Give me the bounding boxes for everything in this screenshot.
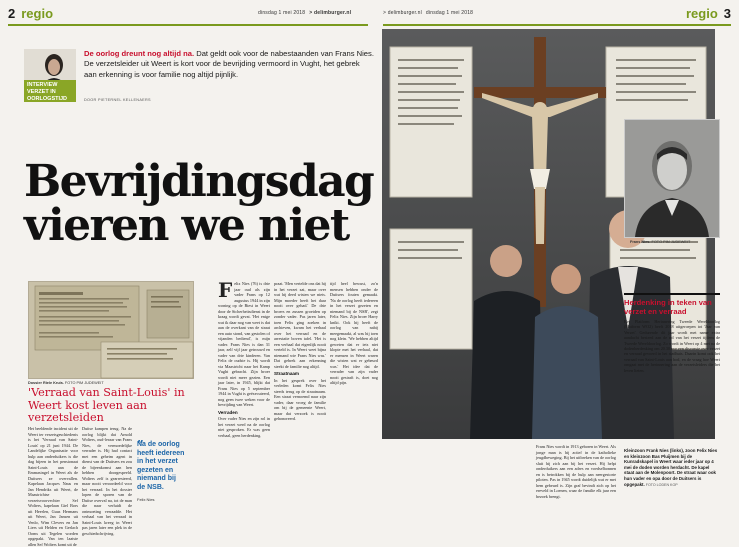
header-date-right: dinsdag 1 mei 2018: [425, 10, 474, 16]
portrait-caption: [630, 240, 690, 244]
header-date-left: dinsdag 1 mei 2018: [258, 10, 306, 16]
intro-lede: [84, 49, 374, 80]
header-left: [8, 4, 351, 22]
article-column-1: Het beeldende incident uit de Weert ter verzetsgeschiedenis is het 'Verraad van Saint-Louis' op 21 juni 1944. De Landelijke Organisatie voor hulp aan onderduikers is die dag bijeen in het pensionaat Saint-Louis aan de Emmasingel in Weert als de Duitsers ze overvallen. Kapelaan Jacques Naus en Jan Hendriks uit Weert, de Maastrichtse verzetsvoorvechter Sef Wolters, kapelaan Giel Bors uit Heerlen, Guus Hermans uit Weert, Jan Jansen uit Venlo, Wim Clevers en Jan Liers uit Helden en Gerlach Ooms uit Tegelen worden opgepakt. Van ten laatste allen Sef Wolters komt uit de: [28, 426, 78, 547]
article-column-6: Frans Nies wordt in 1913 geboren in Weert. Als jonge man is hij actief in de katholieke jeugdbeweging. Bij het uitbreken van de oorlog sluit hij zich aan bij het verzet. Hij helpt onderduikers aan een adres en voedselbonnen en is betrokken bij de hulp aan neergestorte piloten. Pas in 1945 wordt duidelijk wat er met hem gebeurd is. Zijn graf bevindt zich op het ereveld in Loenen, waar de familie elk jaar een bezoek brengt.: [536, 444, 616, 499]
dossier-caption-name: Dossier Riele Kruis.: [28, 381, 64, 385]
badge-line-3: OORLOGSTIJD: [27, 96, 68, 103]
lede-rest: Dat geldt ook voor de nabestaanden van Frans Nies. De verzetsleider uit Weert is kort voor de bevrijding vermoord in Vught, het gebrek aan erkenning is voor familie nog altijd pijnlijk.: [84, 49, 374, 79]
quote-mark-icon: „: [137, 431, 144, 445]
subhead-verraad: 'Verraad van Saint-Louis' in Weert kost leven aan verzetsleiden: [28, 386, 185, 424]
badge-line-1: INTERVIEW: [27, 82, 58, 88]
photo-caption-text: Kleinzoon Frank Nies (links), zoon Felix Nies en kleinzoon Bas Pluijmen bij de Kunradskapel in Weert waar ieder jaar op 4 mei de doden worden herdacht. De kapel staat aan de Molenpoort. De straat waar ook hun vader en opa door de Duitsers is opgepakt.: [624, 448, 718, 487]
header-rule-right: [383, 24, 731, 26]
lede-red: De oorlog dreunt nog altijd na.: [84, 49, 195, 58]
article-column-4: [274, 281, 326, 526]
article-column-5: tijd heel bewust, zo'n mensen hebben onder de Duitsers fouten gemaakt. 'Na de oorlog heeft iedereen in het verzet gezeten en niemand bij de NSB', zegt Felix Nies. Zijn broer Harry knikt. Ook hij heeft de oorlog van nabij meegemaakt, al was hij toen nog klein. 'We hebben altijd geweten dat er iets niet klopte met het verhaal, dat er mensen in Weert waren die wisten wat er gebeurd was.' Het idee dat de verrader van zijn vader nooit gestraft is, doet nog altijd pijn.: [330, 281, 378, 385]
page-number-left: 2: [8, 5, 16, 21]
header-brand-right: > delimburger.nl: [383, 10, 422, 16]
photo-caption-credit: FOTO LODEN KOP: [644, 482, 678, 487]
dossier-caption: [28, 381, 104, 385]
headline-line-2: vieren we niet: [24, 200, 349, 251]
dossier-image: [28, 281, 194, 379]
headline: [24, 156, 374, 251]
article-column-2: Duitse kampen terug. Na de oorlog blijkt dat Arnold Wolters, oud-leraar van Frans Nies, de vermoedelijke verrader is. Hij had contact met een geheim agent in dienst van de Duitsers en zou de bijeenkomst aan hen hebben doorgespeeld. Wolters zelf is gearresteerd, maar nooit veroordeeld voor het verraad. In het dossier lopen de sporen van de Duitse overval na, tot de man die naar verluidt de ontmoeting verraadde. Het verhaal van het verraad in Saint-Louis kreeg in Weert pas jaren later een plek in de geschiedschrijving.: [82, 426, 132, 536]
header-brand-left: > delimburger.nl: [309, 10, 352, 16]
sidebar-title: Herdenking in teken van verzet en verraad: [624, 298, 712, 316]
column-4-tail: In het gesprek over het verleden komt Felix Nies steeds terug op de straatnaam. Een straat vernoemd naar zijn vader, daar vroeg de familie om bij de gemeente Weert, maar dat verzoek is nooit gehonoreerd.: [274, 377, 326, 421]
streamer-verraden: Verraden: [218, 409, 238, 415]
section-label-left: regio: [21, 5, 54, 21]
photo-caption: [624, 448, 720, 488]
headline-line-1: Bevrijdingsdag: [24, 156, 374, 207]
header-rule-left: [8, 24, 368, 26]
interview-badge: [24, 80, 76, 102]
column-3-tail: Over vader Nies en zijn rol in het verzet werd na de oorlog niet gesproken. Er was geen verhaal, geen herdenking.: [218, 416, 270, 438]
sidebar-herdenking: [624, 293, 720, 445]
sidebar-text: Het Platform Herinnering Tweede Wereldoorlog (Platform WO2) heeft 2018 uitgeroepen tot 'Jaar van Verzet'. Gedurende dit jaar wordt met name extra aandacht besteed aan de rol van het verzet tijdens de Tweede Wereldoorlog. Zo wordt in Weert op 4 mei na de dodenherdenking om 20.30 uur een discussie over verzet en verraad gevoerd in het stadhuis. Daarin komt ook het verraad van Saint-Louis aan bod, en de vraag hoe Weert omgaat met de herinnering aan de verzetsleiders die het leven lieten.: [624, 319, 720, 373]
dossier-caption-credit: FOTO PIM JUDEWEIT: [63, 381, 104, 385]
portrait-caption-credit: FOTO PIM JUDEWEIT: [650, 240, 691, 244]
header-right-section: [686, 4, 737, 22]
drop-cap: F: [218, 278, 233, 302]
article-column-3: [218, 278, 270, 526]
badge-line-2: VERZET IN: [27, 89, 56, 96]
portrait-frans-nies: [624, 119, 720, 238]
streamer-straatnaam: Straatnaam: [274, 371, 300, 376]
byline: DOOR PIETERNEL KELLENAERS: [84, 98, 151, 102]
pull-quote-attribution: Felix Nies: [137, 497, 155, 502]
portrait-caption-name: Frans Nies.: [630, 240, 651, 244]
pull-quote: Na de oorlog heeft iedereen in het verzet gezeten en niemand bij de NSB.: [137, 441, 185, 491]
column-3-body: elix Nies (76) is drie jaar oud als zijn vader Frans op 12 augustus 1944 in zijn woning op de Biest in Weert door de Sicherheitsdienst in de kraag wordt gevat. 'Het enige wat ik daar nog van weet is dat aan de overkant van de straat een auto stond, van gestolen of vijanden bediend', is mijn vader. Frans Nies is dan 31 jaar, zelf vijf jaar getrouwd en vader van drie kinderen. Van Felix de oudste is. Hij wordt via Maastricht naar het Kamp Vught gebracht. Zijn broer wordt niet meer gezien. Een jaar later, in 1945, blijkt dat Frans Nies op 5 september 1944 in Vught is geëxecuteerd, nog geen twee weken voor de bevrijding van Weert.: [218, 281, 270, 407]
section-label-right: regio: [686, 5, 718, 21]
page-number-right: 3: [723, 5, 732, 21]
header-right: [383, 4, 473, 22]
column-4-body: praat. 'Men vertelde ons dat hij in het verzet zat, maar over wat hij deed wisten we niets. Mijn moeder heeft het daar nooit over gehad.' De drie broers en zussen groeiden op zonder vader. Pas jaren later, toen Felix ging zoeken in archieven, kwam het verhaal over het verraad en de arrestatie boven tafel. 'Het is een verhaal dat eigenlijk nooit verteld is. In Weert weet bijna niemand wie Frans Nies was.' Dat gebrek aan erkenning steekt de familie nog altijd.: [274, 281, 326, 369]
